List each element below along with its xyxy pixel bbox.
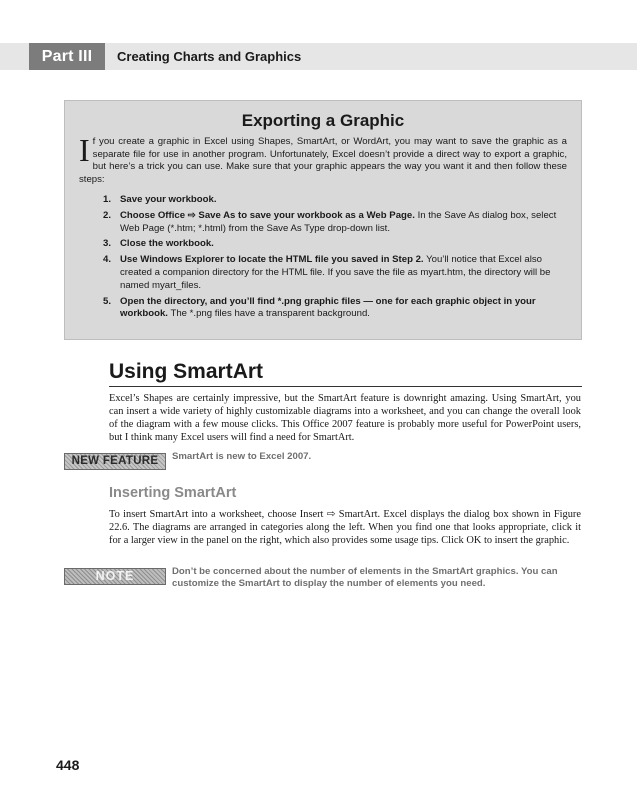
subsection-heading: Inserting SmartArt bbox=[109, 485, 237, 501]
step-number: 3. bbox=[103, 238, 112, 250]
new-feature-text: SmartArt is new to Excel 2007. bbox=[172, 451, 312, 462]
part-label: Part III bbox=[29, 43, 105, 70]
heading-rule bbox=[109, 386, 582, 387]
step-item bbox=[103, 296, 567, 322]
step-rest: You’ll notice that Excel also created a companion directory for the HTML file. If you save the file as myart.htm, the directory will be named myart_files. bbox=[120, 254, 551, 291]
running-header bbox=[0, 43, 637, 70]
step-bold: Close the workbook. bbox=[120, 238, 214, 250]
step-bold: Open the directory, and you’ll find *.png graphic files — one for each graphic object in your workbook. bbox=[120, 295, 536, 320]
step-number: 4. bbox=[103, 254, 112, 266]
section-body: Excel’s Shapes are certainly impressive, but the SmartArt feature is downright amazing. Using SmartArt, you can insert a wide variety of highly customizable diagrams into a worksheet, and you can change the overall look of the diagram with a few mouse clicks. This Office 2007 feature is probably more useful for PowerPoint users, but I think many Excel users will find a need for SmartArt. bbox=[109, 393, 581, 444]
step-item bbox=[103, 238, 567, 251]
subsection-body: To insert SmartArt into a worksheet, choose Insert ⇨ SmartArt. Excel displays the dialog box shown in Figure 22.6. The diagrams are arranged in categories along the left. When you find one that looks appropriate, click it for a larger view in the panel on the right, which also provides some usage tips. Click OK to insert the graphic. bbox=[109, 509, 581, 547]
step-bold: Save your workbook. bbox=[120, 193, 217, 205]
step-item bbox=[103, 254, 567, 292]
new-feature-badge: NEW FEATURE bbox=[64, 453, 166, 470]
sidebar-intro-text: f you create a graphic in Excel using Shapes, SmartArt, or WordArt, you may want to save the graphic as a separate file for use in another program. Unfortunately, Excel doesn’t provide a direct way to export a graphic, but here’s a trick you can use. Make sure that your graphic appears the way you want it and then follow these steps: bbox=[79, 135, 567, 186]
section-heading: Using SmartArt bbox=[109, 360, 264, 383]
step-number: 1. bbox=[103, 193, 112, 205]
part-title: Creating Charts and Graphics bbox=[117, 49, 302, 64]
sidebar-title: Exporting a Graphic bbox=[241, 111, 405, 130]
step-rest: The *.png files have a transparent background. bbox=[167, 308, 370, 320]
menu-arrow-icon: ⇨ bbox=[187, 209, 196, 221]
note-text: Don’t be concerned about the number of elements in the SmartArt graphics. You can customize the SmartArt to display the number of elements you need. bbox=[172, 566, 558, 590]
drop-cap: I bbox=[79, 131, 90, 168]
step-bold: Choose Office bbox=[120, 209, 188, 221]
page-number: 448 bbox=[56, 757, 80, 773]
step-rest: In the Save As dialog box, select Web Page (*.htm; *.html) from the Save As Type drop-down list. bbox=[120, 209, 557, 234]
step-item bbox=[103, 194, 567, 207]
step-item bbox=[103, 210, 567, 236]
note-badge: NOTE bbox=[64, 568, 166, 585]
step-bold: Save As to save your workbook as a Web Page. bbox=[195, 209, 415, 221]
sidebar-box bbox=[64, 100, 582, 340]
steps-list bbox=[79, 194, 567, 321]
step-number: 5. bbox=[103, 295, 112, 307]
step-bold: Use Windows Explorer to locate the HTML file you saved in Step 2. bbox=[120, 254, 424, 266]
step-number: 2. bbox=[103, 209, 112, 221]
sidebar-intro bbox=[79, 131, 567, 187]
